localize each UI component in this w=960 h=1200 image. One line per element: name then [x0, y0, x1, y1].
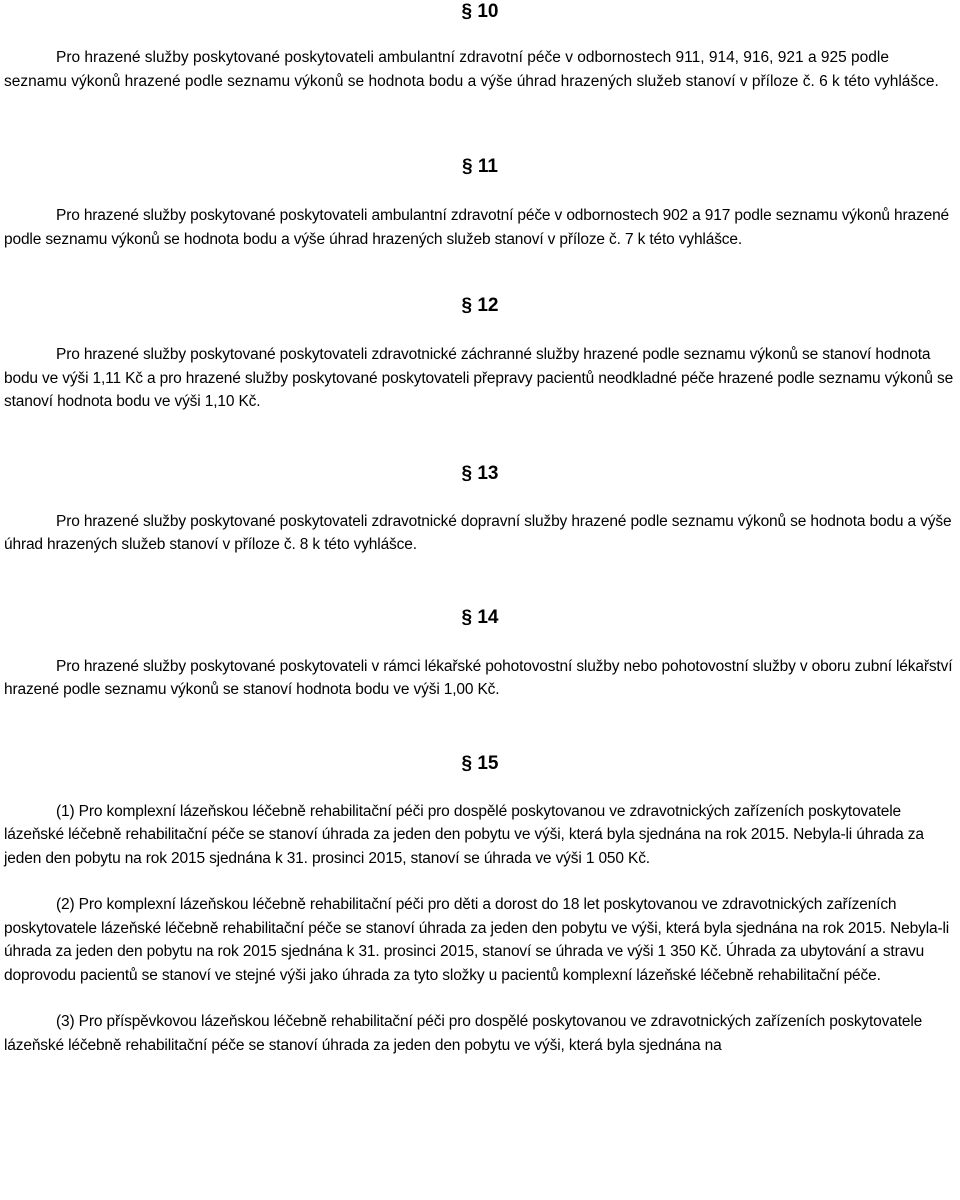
section-paragraph: Pro hrazené služby poskytované poskytovateli zdravotnické záchranné služby hrazené podle seznamu výkonů se stanoví hodnota bodu ve výši 1,11 Kč a pro hrazené služby poskytované poskytovateli přepravy pacientů neodkladné péče hrazené podle seznamu výkonů se stanoví hodnota bodu ve výši 1,10 Kč. — [4, 346, 954, 410]
section-paragraph: Pro hrazené služby poskytované poskytovateli v rámci lékařské pohotovostní služby nebo pohotovostní služby v oboru zubní lékařství hrazené podle seznamu výkonů se stanoví hodnota bodu ve výši 1,00 Kč. — [4, 657, 953, 698]
section-heading: § 13 — [461, 462, 499, 484]
section-11 — [4, 155, 956, 251]
section-10 — [4, 0, 956, 93]
section-paragraph: Pro hrazené služby poskytované poskytovateli zdravotnické dopravní služby hrazené podle seznamu výkonů se hodnota bodu a výše úhrad hrazených služeb stanoví v příloze č. 8 k této vyhlášce. — [4, 512, 952, 553]
section-heading: § 10 — [461, 1, 499, 22]
section-paragraph: Pro hrazené služby poskytované poskytovateli ambulantní zdravotní péče v odbornostech 902 a 917 podle seznamu výkonů hrazené podle seznamu výkonů se hodnota bodu a výše úhrad hrazených služeb stanoví v příloze č. 7 k této vyhlášce. — [4, 207, 950, 248]
section-paragraph: (1) Pro komplexní lázeňskou léčebně rehabilitační péči pro dospělé poskytovanou ve zdravotnických zařízeních poskytovatele lázeňské léčebně rehabilitační péče se stanoví úhrada za jeden den pobytu ve výši, která byla sjednána na rok 2015. Nebyla-li úhrada za jeden den pobytu na rok 2015 sjednána k 31. prosinci 2015, stanoví se úhrada ve výši 1 050 Kč. — [4, 802, 924, 867]
section-heading: § 12 — [461, 295, 499, 316]
section-heading: § 15 — [461, 752, 499, 774]
section-paragraph: (3) Pro příspěvkovou lázeňskou léčebně rehabilitační péči pro dospělé poskytovanou ve zdravotnických zařízeních poskytovatele lázeňské léčebně rehabilitační péče se stanoví úhrada za jeden den pobytu ve výši, která byla sjednána na — [4, 1013, 923, 1054]
section-12 — [4, 294, 956, 414]
section-paragraph: (2) Pro komplexní lázeňskou léčebně rehabilitační péči pro děti a dorost do 18 let poskytovanou ve zdravotnických zařízeních poskytovatele lázeňské léčebně rehabilitační péče se stanoví úhrada za jeden den pobytu ve výši, která byla sjednána na rok 2015. Nebyla-li úhrada za jeden den pobytu na rok 2015 sjednána k 31. prosinci 2015, stanoví se úhrada ve výši 1 350 Kč. Úhrada za ubytování a stravu doprovodu pacientů se stanoví ve stejné výši jako úhrada za tyto složky u pacientů komplexní lázeňské léčebně rehabilitační péče. — [4, 896, 950, 984]
document-page — [4, 0, 956, 1057]
section-heading: § 11 — [462, 156, 498, 177]
section-heading: § 14 — [461, 606, 499, 628]
section-14 — [4, 606, 956, 702]
section-15 — [4, 752, 956, 1058]
section-13 — [4, 462, 956, 557]
section-paragraph: Pro hrazené služby poskytované poskytovateli ambulantní zdravotní péče v odbornostech 911, 914, 916, 921 a 925 podle seznamu výkonů hrazené podle seznamu výkonů se hodnota bodu a výše úhrad hrazených služeb stanoví v příloze č. 6 k této vyhlášce. — [4, 49, 939, 90]
